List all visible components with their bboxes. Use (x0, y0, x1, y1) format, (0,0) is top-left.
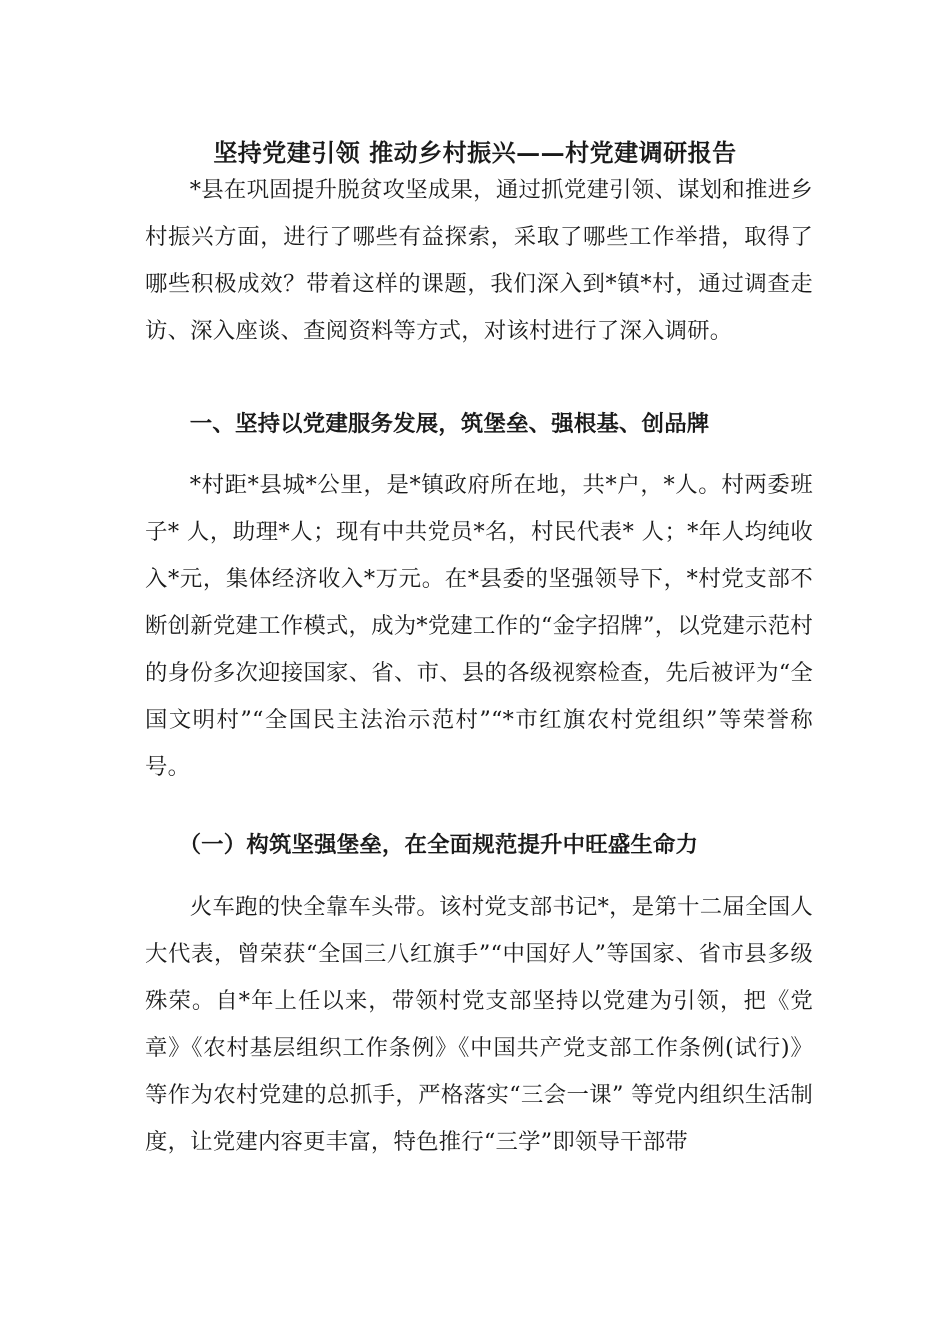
intro-paragraph: *县在巩固提升脱贫攻坚成果，通过抓党建引领、谋划和推进乡村振兴方面，进行了哪些有益探索，采取了哪些工作举措，取得了哪些积极成效？带着这样的课题，我们深入到*镇*村，通过调查走访、深入座谈、查阅资料等方式，对该村进行了深入调研。 (145, 177, 813, 344)
section-paragraph: *村距*县城*公里，是*镇政府所在地，共*户，*人。村两委班子* 人，助理*人；现有中共党员*名，村民代表* 人；*年人均纯收入*元，集体经济收入*万元。在*县委的坚强领导下，*村党支部不断创新党建工作模式，成为*党建工作的“金字招牌”，以党建示范村的身份多次迎接国家、省、市、县的各级视察检查，先后被评为“全国文明村”“全国民主法治示范村”“*市红旗农村党组织”等荣誉称号。 (145, 472, 813, 780)
subsection-heading: （一）构筑坚强堡垒，在全面规范提升中旺盛生命力 (178, 832, 699, 858)
subsection-paragraph: 火车跑的快全靠车头带。该村党支部书记*，是第十二届全国人大代表，曾荣获“全国三八红旗手”“中国好人”等国家、省市县多级殊荣。自*年上任以来，带领村党支部坚持以党建为引领，把《党章》《农村基层组织工作条例》《中国共产党支部工作条例(试行)》等作为农村党建的总抓手，严格落实“三会一课” 等党内组织生活制度，让党建内容更丰富，特色推行“三学”即领导干部带 (145, 894, 813, 1155)
section-heading: 一、坚持以党建服务发展，筑堡垒、强根基、创品牌 (189, 411, 710, 437)
document-title: 坚持党建引领 推动乡村振兴——村党建调研报告 (213, 138, 737, 167)
